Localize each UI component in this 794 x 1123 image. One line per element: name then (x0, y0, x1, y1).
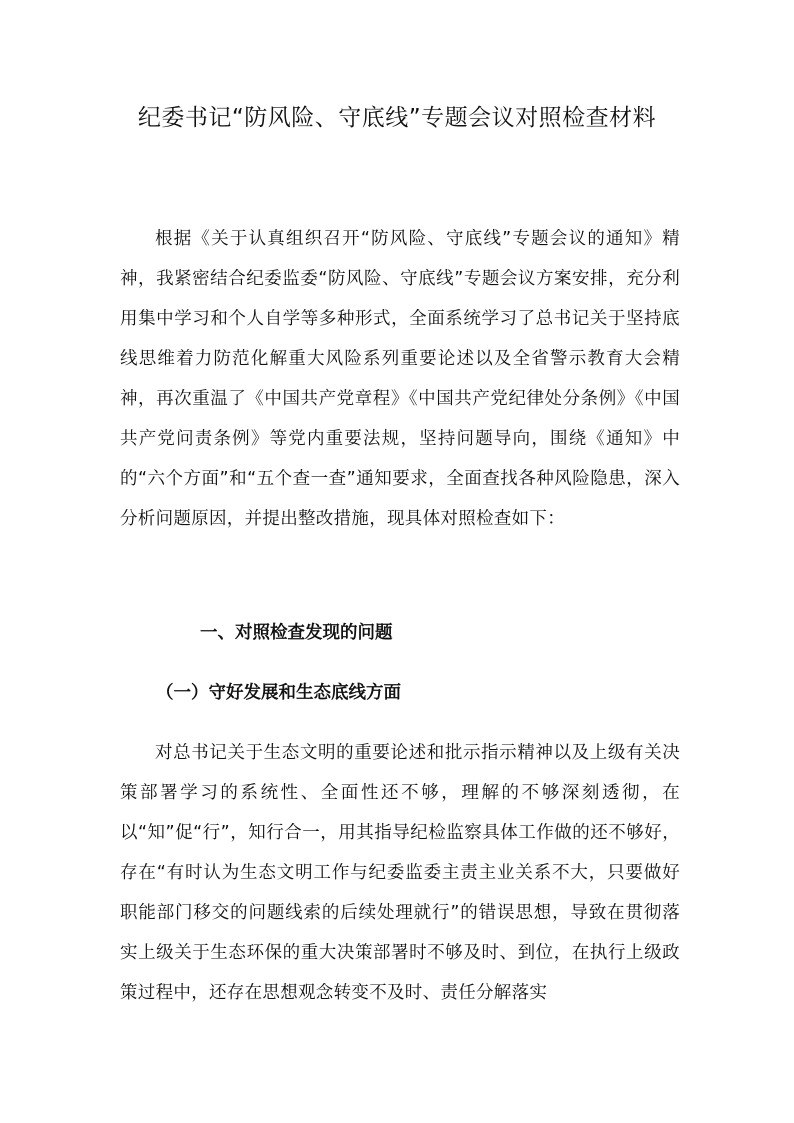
subsection-heading-1: （一）守好发展和生态底线方面 (156, 683, 401, 703)
subsection-1-paragraph: 对总书记关于生态文明的重要论述和批示指示精神以及上级有关决策部署学习的系统性、全面性还不够，理解的不够深刻透彻，在以“知”促“行”，知行合一，用其指导纪检监察具体工作做的还不够好，存在“有时认为生态文明工作与纪委监委主责主业关系不大，只要做好职能部门移交的问题线索的后续处理就行”的错误思想，导致在贯彻落实上级关于生态环保的重大决策部署时不够及时、到位，在执行上级政策过程中，还存在思想观念转变不及时、责任分解落实 (120, 743, 680, 1003)
intro-paragraph: 根据《关于认真组织召开“防风险、守底线”专题会议的通知》精神，我紧密结合纪委监委“防风险、守底线”专题会议方案安排，充分利用集中学习和个人自学等多种形式，全面系统学习了总书记关于坚持底线思维着力防范化解重大风险系列重要论述以及全省警示教育大会精神，再次重温了《中国共产党章程》《中国共产党纪律处分条例》《中国共产党问责条例》等党内重要法规，坚持问题导向，围绕《通知》中的“六个方面”和“五个查一查”通知要求，全面查找各种风险隐患，深入分析问题原因，并提出整改措施，现具体对照检查如下： (120, 229, 680, 529)
document-title: 纪委书记“防风险、守底线”专题会议对照检查材料 (137, 105, 657, 131)
section-heading-1: 一、对照检查发现的问题 (200, 623, 393, 643)
